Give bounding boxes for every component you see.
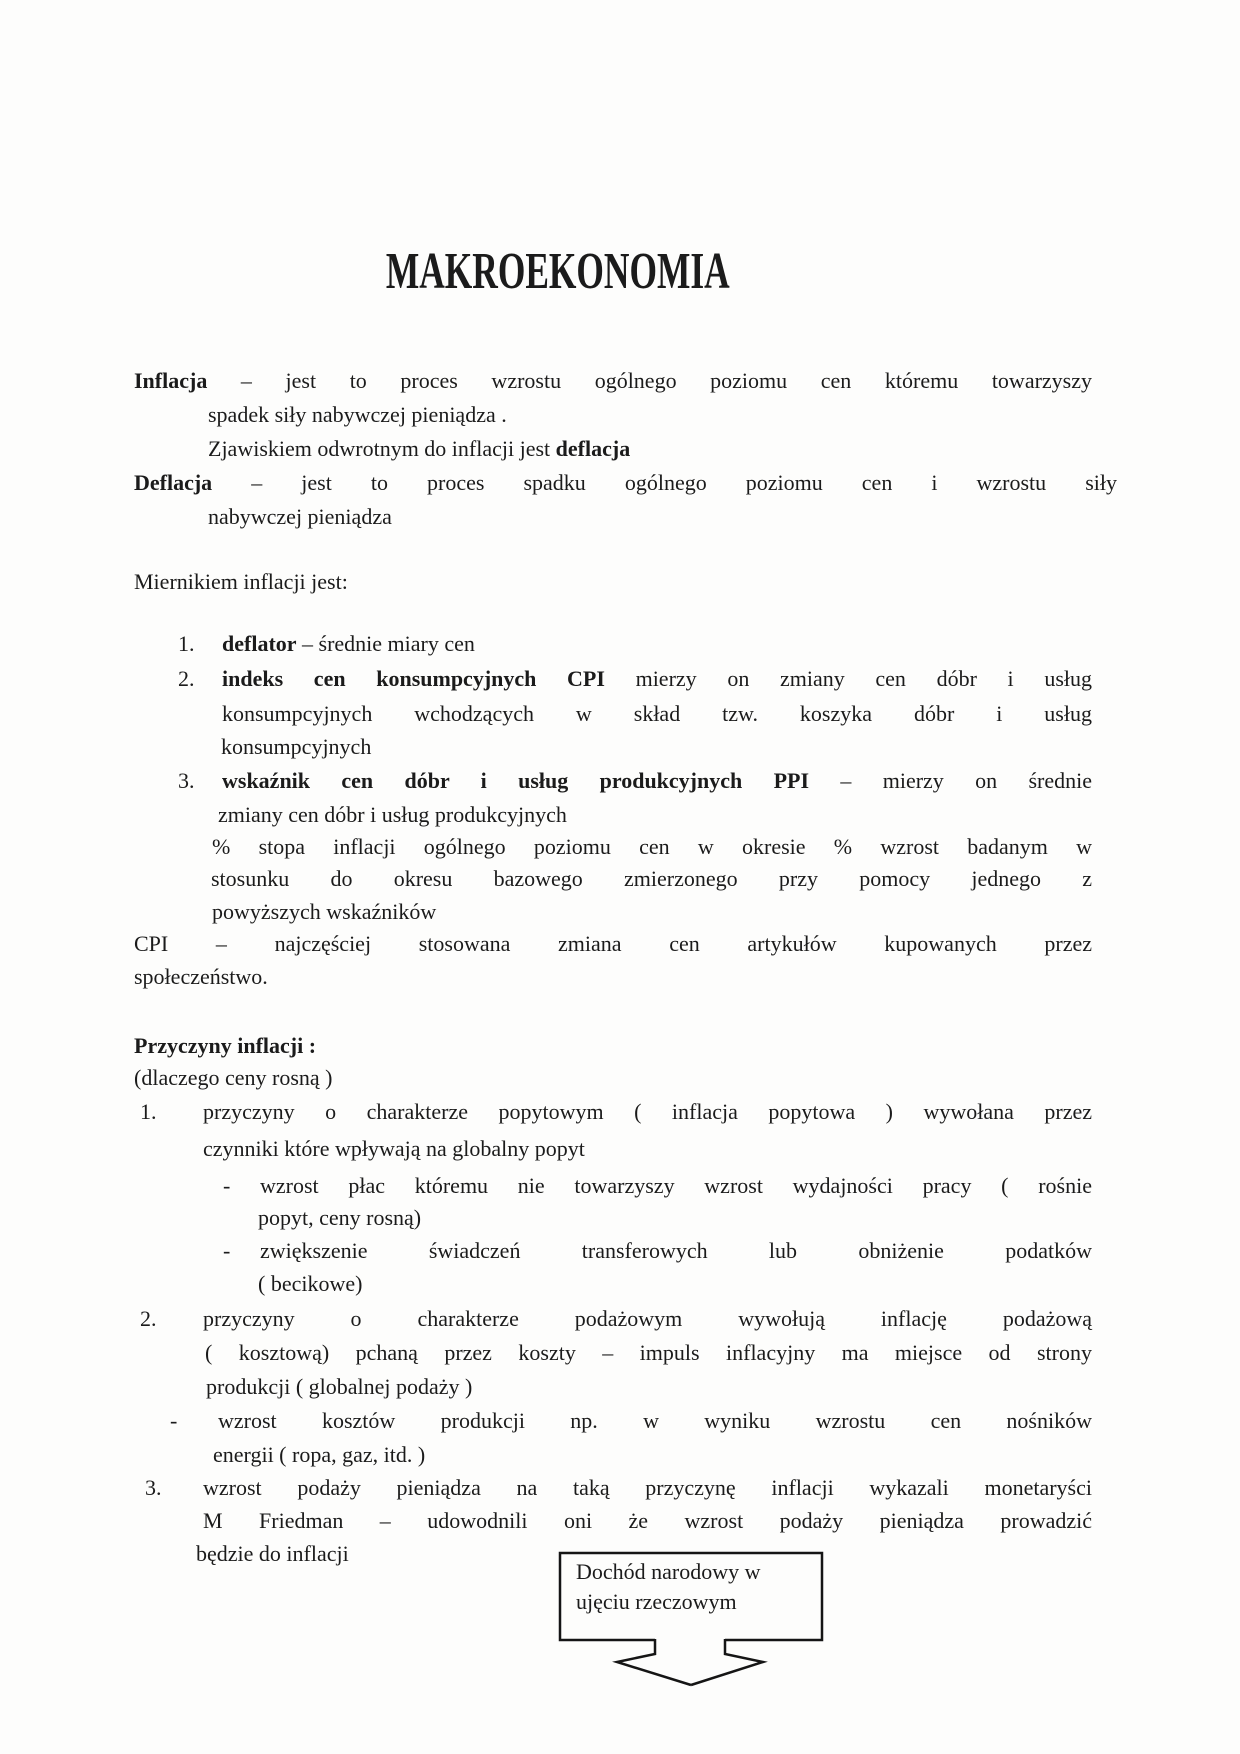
text-line: ( becikowe) <box>258 1271 363 1296</box>
text-line: popyt, ceny rosną) <box>258 1205 422 1230</box>
text-line: Zjawiskiem odwrotnym do inflacji jest deflacja <box>208 436 631 461</box>
text-line: nabywczej pieniądza <box>208 504 392 529</box>
text-line: przyczyny o charakterze popytowym ( inflacja popytowa ) wywołana przez <box>203 1099 1092 1124</box>
list-number: 1. <box>140 1099 157 1124</box>
list-number: 2. <box>140 1306 157 1331</box>
text-line: wzrost podaży pieniądza na taką przyczynę inflacji wykazali monetaryści <box>203 1475 1092 1500</box>
list-number: 3. <box>178 768 195 793</box>
list-number: 3. <box>145 1475 162 1500</box>
text-line: wzrost płac któremu nie towarzyszy wzrost wydajności pracy ( rośnie <box>260 1173 1092 1198</box>
down-arrow-icon <box>617 1639 763 1685</box>
list-dash: - <box>223 1238 231 1263</box>
text-line: konsumpcyjnych wchodzących w skład tzw. koszyka dóbr i usług <box>222 701 1092 726</box>
text-line: zwiększenie świadczeń transferowych lub obniżenie podatków <box>260 1238 1092 1263</box>
text-line: przyczyny o charakterze podażowym wywołują inflację podażową <box>203 1306 1092 1331</box>
flowchart-box-text-line1: Dochód narodowy w <box>576 1559 761 1584</box>
text-line: konsumpcyjnych <box>221 734 372 759</box>
list-dash: - <box>170 1408 178 1433</box>
text-line: będzie do inflacji <box>196 1541 349 1566</box>
text-line: deflator – średnie miary cen <box>222 631 475 656</box>
text-line: Miernikiem inflacji jest: <box>134 569 348 594</box>
text-line: stosunku do okresu bazowego zmierzonego przy pomocy jednego z <box>211 866 1092 891</box>
text-line: powyższych wskaźników <box>212 899 437 924</box>
flowchart-box-text-line2: ujęciu rzeczowym <box>576 1589 737 1614</box>
text-line: produkcji ( globalnej podaży ) <box>206 1374 473 1399</box>
text-line: Inflacja – jest to proces wzrostu ogólnego poziomu cen któremu towarzyszy <box>134 368 1092 393</box>
list-number: 2. <box>178 666 195 691</box>
text-line: CPI – najczęściej stosowana zmiana cen artykułów kupowanych przez <box>134 931 1092 956</box>
text-line: (dlaczego ceny rosną ) <box>134 1065 333 1090</box>
text-line: Deflacja – jest to proces spadku ogólnego poziomu cen i wzrostu siły <box>134 470 1117 495</box>
text-line: M Friedman – udowodnili oni że wzrost podaży pieniądza prowadzić <box>203 1508 1092 1533</box>
text-line: spadek siły nabywczej pieniądza . <box>208 402 507 427</box>
text-line: wzrost kosztów produkcji np. w wyniku wzrostu cen nośników <box>218 1408 1092 1433</box>
text-line: % stopa inflacji ogólnego poziomu cen w okresie % wzrost badanym w <box>212 834 1092 859</box>
text-line: indeks cen konsumpcyjnych CPI mierzy on zmiany cen dóbr i usług <box>222 666 1092 691</box>
flowchart-box-opening <box>655 1637 725 1644</box>
page-title-text: MAKROEKONOMIA <box>386 243 730 300</box>
text-line: ( kosztową) pchaną przez koszty – impuls inflacyjny ma miejsce od strony <box>205 1340 1092 1365</box>
text-line: zmiany cen dóbr i usług produkcyjnych <box>218 802 567 827</box>
list-dash: - <box>223 1173 231 1198</box>
text-line: wskaźnik cen dóbr i usług produkcyjnych PPI – mierzy on średnie <box>222 768 1093 793</box>
list-number: 1. <box>178 631 195 656</box>
text-line: energii ( ropa, gaz, itd. ) <box>213 1442 426 1467</box>
text-line: społeczeństwo. <box>134 964 268 989</box>
text-line: czynniki które wpływają na globalny popyt <box>203 1136 585 1161</box>
text-line: Przyczyny inflacji : <box>134 1033 317 1058</box>
page-title <box>134 244 982 300</box>
